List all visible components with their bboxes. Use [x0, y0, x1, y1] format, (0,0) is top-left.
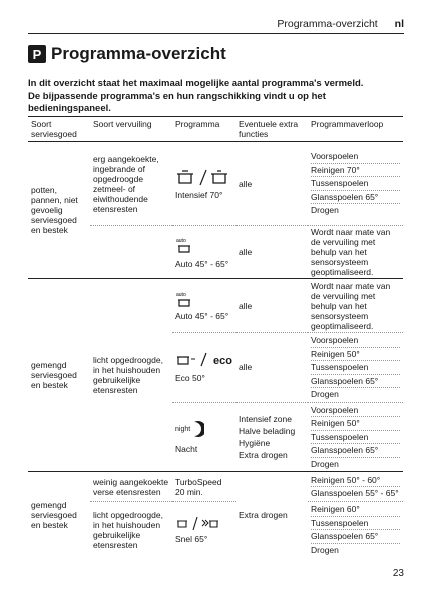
step: Drogen [311, 457, 400, 471]
page-title: Programma-overzicht [51, 44, 226, 63]
program-icon: P [28, 45, 46, 63]
cell-extra: alle [239, 178, 253, 189]
table-row [28, 142, 403, 226]
col-header: Programmaverloop [308, 117, 403, 142]
program-name: Nacht [175, 443, 198, 454]
col-header: Programma [172, 117, 236, 142]
program-name: Eco 50° [175, 373, 205, 384]
running-header [277, 18, 404, 30]
header-rule [28, 33, 404, 34]
pot-icon [175, 167, 231, 187]
cell-extra: Extra drogen [236, 472, 308, 558]
cell-verloop: Wordt naar mate van de vervuiling met behulp van het sensorsysteem geoptimaliseerd. [308, 279, 403, 333]
cell-verloop [308, 333, 403, 403]
cell-vervuiling: licht opgedroogde, in het huishouden gebruikelijke etensresten [90, 502, 172, 558]
cell-soort: potten, pannen, niet gevoelig serviesgoed en bestek [31, 185, 78, 235]
auto-dish-icon [175, 236, 195, 256]
svg-text:auto: auto [176, 292, 186, 298]
step: Reinigen 70° [311, 163, 400, 177]
cell-vervuiling: licht opgedroogde, in het huishouden gebruikelijke etensresten [90, 279, 172, 472]
step: Drogen [311, 543, 400, 557]
step: Drogen [311, 387, 400, 401]
eco-label: eco [213, 354, 232, 367]
cell-soort: gemengd serviesgoed en bestek [28, 279, 90, 472]
extra-item: Intensief zone [239, 413, 292, 424]
step: Reinigen 50° [311, 416, 400, 430]
cell-extra [236, 402, 308, 472]
program-table [28, 116, 403, 557]
page-heading [28, 44, 226, 64]
eco-icon-group [175, 351, 233, 370]
step: Voorspoelen [311, 404, 359, 415]
table-row [28, 279, 403, 333]
step: Voorspoelen [311, 151, 359, 162]
svg-text:auto: auto [176, 237, 186, 244]
cell-verloop: Wordt naar mate van de vervuiling met behulp van het sensorsysteem geoptimaliseerd. [308, 226, 403, 279]
cell-programma [172, 502, 236, 558]
intro-text: In dit overzicht staat het maximaal mogelijke aantal programma's vermeld. De bijpassende programma's en hun rangschikking vindt u op het bedieningspaneel. [28, 78, 364, 114]
step: Drogen [311, 203, 400, 217]
table-row [28, 472, 403, 502]
header-section: nl [394, 18, 404, 30]
cell-verloop [308, 472, 403, 502]
step: Voorspoelen [311, 335, 359, 345]
cell-verloop [308, 402, 403, 472]
eco-dish-icon [175, 351, 213, 367]
cell-programma: TurboSpeed 20 min. [172, 472, 236, 502]
extra-item: Extra drogen [239, 449, 288, 460]
col-header: Eventuele extra functies [236, 117, 308, 142]
cell-vervuiling: erg aangekoekte, ingebrande of opgedroogde zetmeel- of eiwithoudende etensresten [93, 153, 159, 214]
cell-extra: alle [236, 333, 308, 403]
step: Glansspoelen 65° [311, 190, 400, 204]
step: Tussenspoelen [311, 516, 400, 530]
program-name: Snel 65° [175, 534, 208, 544]
speed-icon [175, 515, 219, 531]
program-name: Auto 45° - 65° [175, 258, 229, 269]
cell-programma [172, 333, 236, 403]
step: Glansspoelen 65° [311, 443, 400, 457]
auto-dish-icon [175, 290, 195, 308]
program-name: Auto 45° - 65° [175, 311, 229, 321]
step: Tussenspoelen [311, 430, 400, 444]
col-header: Soort vervuiling [90, 117, 172, 142]
extra-item: Halve belading [239, 425, 296, 436]
program-name: Intensief 70° [175, 190, 223, 200]
night-moon-icon [190, 420, 204, 438]
cell-vervuiling: weinig aangekoekte verse etensresten [90, 472, 172, 502]
step: Reinigen 60° [311, 504, 360, 514]
cell-programma [172, 226, 236, 279]
header-title: Programma-overzicht [277, 18, 378, 30]
cell-programma [172, 279, 236, 333]
cell-verloop [308, 142, 403, 226]
step: Glansspoelen 65° [311, 374, 400, 388]
cell-programma [172, 402, 236, 472]
step: Glansspoelen 55° - 65° [311, 488, 399, 498]
cell-verloop [308, 502, 403, 558]
step: Tussenspoelen [311, 176, 400, 190]
night-label: night [175, 426, 191, 434]
table-header-row [28, 117, 403, 142]
step: Reinigen 50° [311, 347, 400, 361]
step: Reinigen 50° - 60° [311, 474, 381, 485]
night-icon-group [175, 420, 233, 441]
step: Tussenspoelen [311, 360, 400, 374]
cell-programma [172, 142, 236, 226]
cell-soort: gemengd serviesgoed en bestek [28, 472, 90, 558]
extra-item: Hygiëne [239, 437, 271, 448]
page-number: 23 [392, 568, 404, 579]
cell-extra: alle [236, 279, 308, 333]
step: Glansspoelen 65° [311, 529, 400, 543]
col-header: Soort serviesgoed [28, 117, 90, 142]
cell-extra: alle [236, 226, 308, 279]
